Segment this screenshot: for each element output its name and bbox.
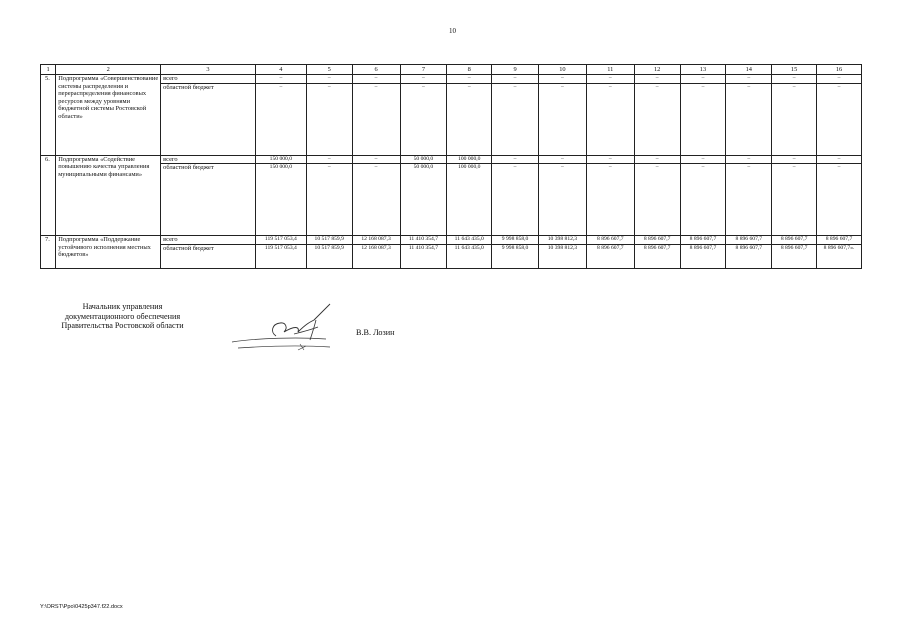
budget-table [40,64,862,269]
column-header: 5 [306,65,352,75]
table-body [41,75,862,269]
column-header: 9 [492,65,539,75]
table-cell-value: 8 896 607,7 [586,236,634,245]
column-header: 13 [680,65,726,75]
column-header: 3 [161,65,256,75]
row-index: 5. [41,75,56,156]
column-header: 4 [255,65,306,75]
table-cell-value: 9 998 858,0 [492,236,539,245]
page-number: 10 [449,27,456,35]
table-cell-value: – [586,75,634,84]
column-header: 1 [41,65,56,75]
table-cell-value: 11 643 435,0 [447,244,492,268]
table-cell-value: – [539,75,587,84]
table-cell-value: – [447,83,492,155]
column-header: 16 [817,65,862,75]
table-cell-value: – [400,75,447,84]
table-cell-value: – [352,164,400,236]
signatory-title-line: Начальник управления [82,302,163,311]
table-cell-value: – [539,155,587,164]
column-header: 8 [447,65,492,75]
table-cell-value: – [352,83,400,155]
table-cell-value: – [634,164,680,236]
signatory-title-line: документационного обеспечения [64,311,181,321]
row-index: 7. [41,236,56,269]
funding-source: областной бюджет [161,83,256,155]
table-cell-value: 8 896 607,7 [634,236,680,245]
table-cell-value: – [680,83,726,155]
table-row [41,244,862,268]
table-cell-value: 8 896 607,7 [772,236,817,245]
table-cell-value: 8 896 607,7 [586,244,634,268]
handwritten-signature [228,302,358,354]
table-cell-value: – [352,75,400,84]
table-cell-value: 50 000,0 [400,155,447,164]
table-cell-value: – [772,155,817,164]
table-cell-value: – [726,83,772,155]
table-cell-value: – [400,83,447,155]
table-cell-value: – [817,83,862,155]
table-row [41,236,862,245]
table-cell-value: 9 998 858,0 [492,244,539,268]
table-cell-value: 10 398 812,3 [539,236,587,245]
funding-source: областной бюджет [161,164,256,236]
table-cell-value: 10 517 859,9 [306,236,352,245]
table-cell-value: – [306,164,352,236]
row-index: 6. [41,155,56,236]
table-cell-value: – [255,75,306,84]
table-cell-value: – [726,155,772,164]
table-cell-value: – [306,83,352,155]
table-cell-value: – [306,155,352,164]
table-row [41,75,862,84]
table-cell-value: 150 000,0 [255,164,306,236]
funding-source: областной бюджет [161,244,256,268]
table-cell-value: – [680,155,726,164]
table-cell-value: – [772,75,817,84]
table-cell-value: – [586,164,634,236]
table-cell-value: 150 000,0 [255,155,306,164]
table-cell-value: 119 517 053,4 [255,244,306,268]
signatory-title [40,302,205,331]
table-cell-value: – [306,75,352,84]
table-cell-value: 8 896 607,7 [726,244,772,268]
table-cell-value: – [772,83,817,155]
table-cell-value: 8 896 607,7 [634,244,680,268]
table-cell-value: 11 643 435,0 [447,236,492,245]
table-row [41,155,862,164]
table-cell-value: 12 168 087,3 [352,236,400,245]
table-row [41,83,862,155]
table-cell-value: 11 410 354,7 [400,244,447,268]
table-cell-value: – [255,83,306,155]
table-cell-value: 12 168 087,3 [352,244,400,268]
subprogram-name: Подпрограмма «Совершенствование системы распределения и перераспределения финансовых ресурсов между уровнями бюджетной системы Ростовской области» [56,75,161,156]
column-header: 2 [56,65,161,75]
table-cell-value: – [817,75,862,84]
column-header: 10 [539,65,587,75]
table-cell-value: – [817,155,862,164]
table-cell-value: 100 000,0 [447,155,492,164]
funding-source: всего [161,75,256,84]
table-cell-value: – [634,83,680,155]
table-header-row [41,65,862,75]
file-path: Y:\ORST\Ppo\0425p347.f22.docx [40,604,123,610]
table-cell-value: – [726,164,772,236]
table-cell-value: 11 410 354,7 [400,236,447,245]
signatory-title-line: Правительства Ростовской области [61,321,184,331]
table-cell-value: – [772,164,817,236]
column-header: 11 [586,65,634,75]
funding-source: всего [161,155,256,164]
table-cell-value: – [447,75,492,84]
table-cell-value: 8 896 607,7 [680,244,726,268]
table-cell-value: – [817,164,862,236]
table-cell-value: 8 896 607,7 [817,236,862,245]
table-cell-value: – [726,75,772,84]
table-cell-value: – [634,75,680,84]
table-cell-value: – [586,155,634,164]
table-cell-value: – [539,164,587,236]
signature-block [40,302,460,362]
table-cell-value: 8 896 607,7 [680,236,726,245]
table-cell-value: – [492,164,539,236]
table-cell-value: – [680,75,726,84]
table-cell-value: – [492,155,539,164]
table-cell-value: – [634,155,680,164]
table-cell-value: 100 000,0 [447,164,492,236]
column-header: 15 [772,65,817,75]
funding-source: всего [161,236,256,245]
table-cell-value: 8 896 607,7». [817,244,862,268]
table-cell-value: – [586,83,634,155]
table-cell-value: 10 398 812,3 [539,244,587,268]
table-row [41,164,862,236]
column-header: 12 [634,65,680,75]
table-cell-value: 50 000,0 [400,164,447,236]
table-cell-value: – [539,83,587,155]
table-cell-value: – [492,75,539,84]
column-header: 6 [352,65,400,75]
table-cell-value: 8 896 607,7 [772,244,817,268]
table-cell-value: 8 896 607,7 [726,236,772,245]
column-header: 7 [400,65,447,75]
signatory-name: В.В. Лозин [356,328,395,337]
column-header: 14 [726,65,772,75]
subprogram-name: Подпрограмма «Поддержание устойчивого исполнения местных бюджетов» [56,236,161,269]
table-cell-value: – [352,155,400,164]
table-cell-value: 10 517 859,9 [306,244,352,268]
table-cell-value: 119 517 053,4 [255,236,306,245]
table-cell-value: – [680,164,726,236]
table-cell-value: – [492,83,539,155]
subprogram-name: Подпрограмма «Содействие повышению качества управления муниципальными финансами» [56,155,161,236]
